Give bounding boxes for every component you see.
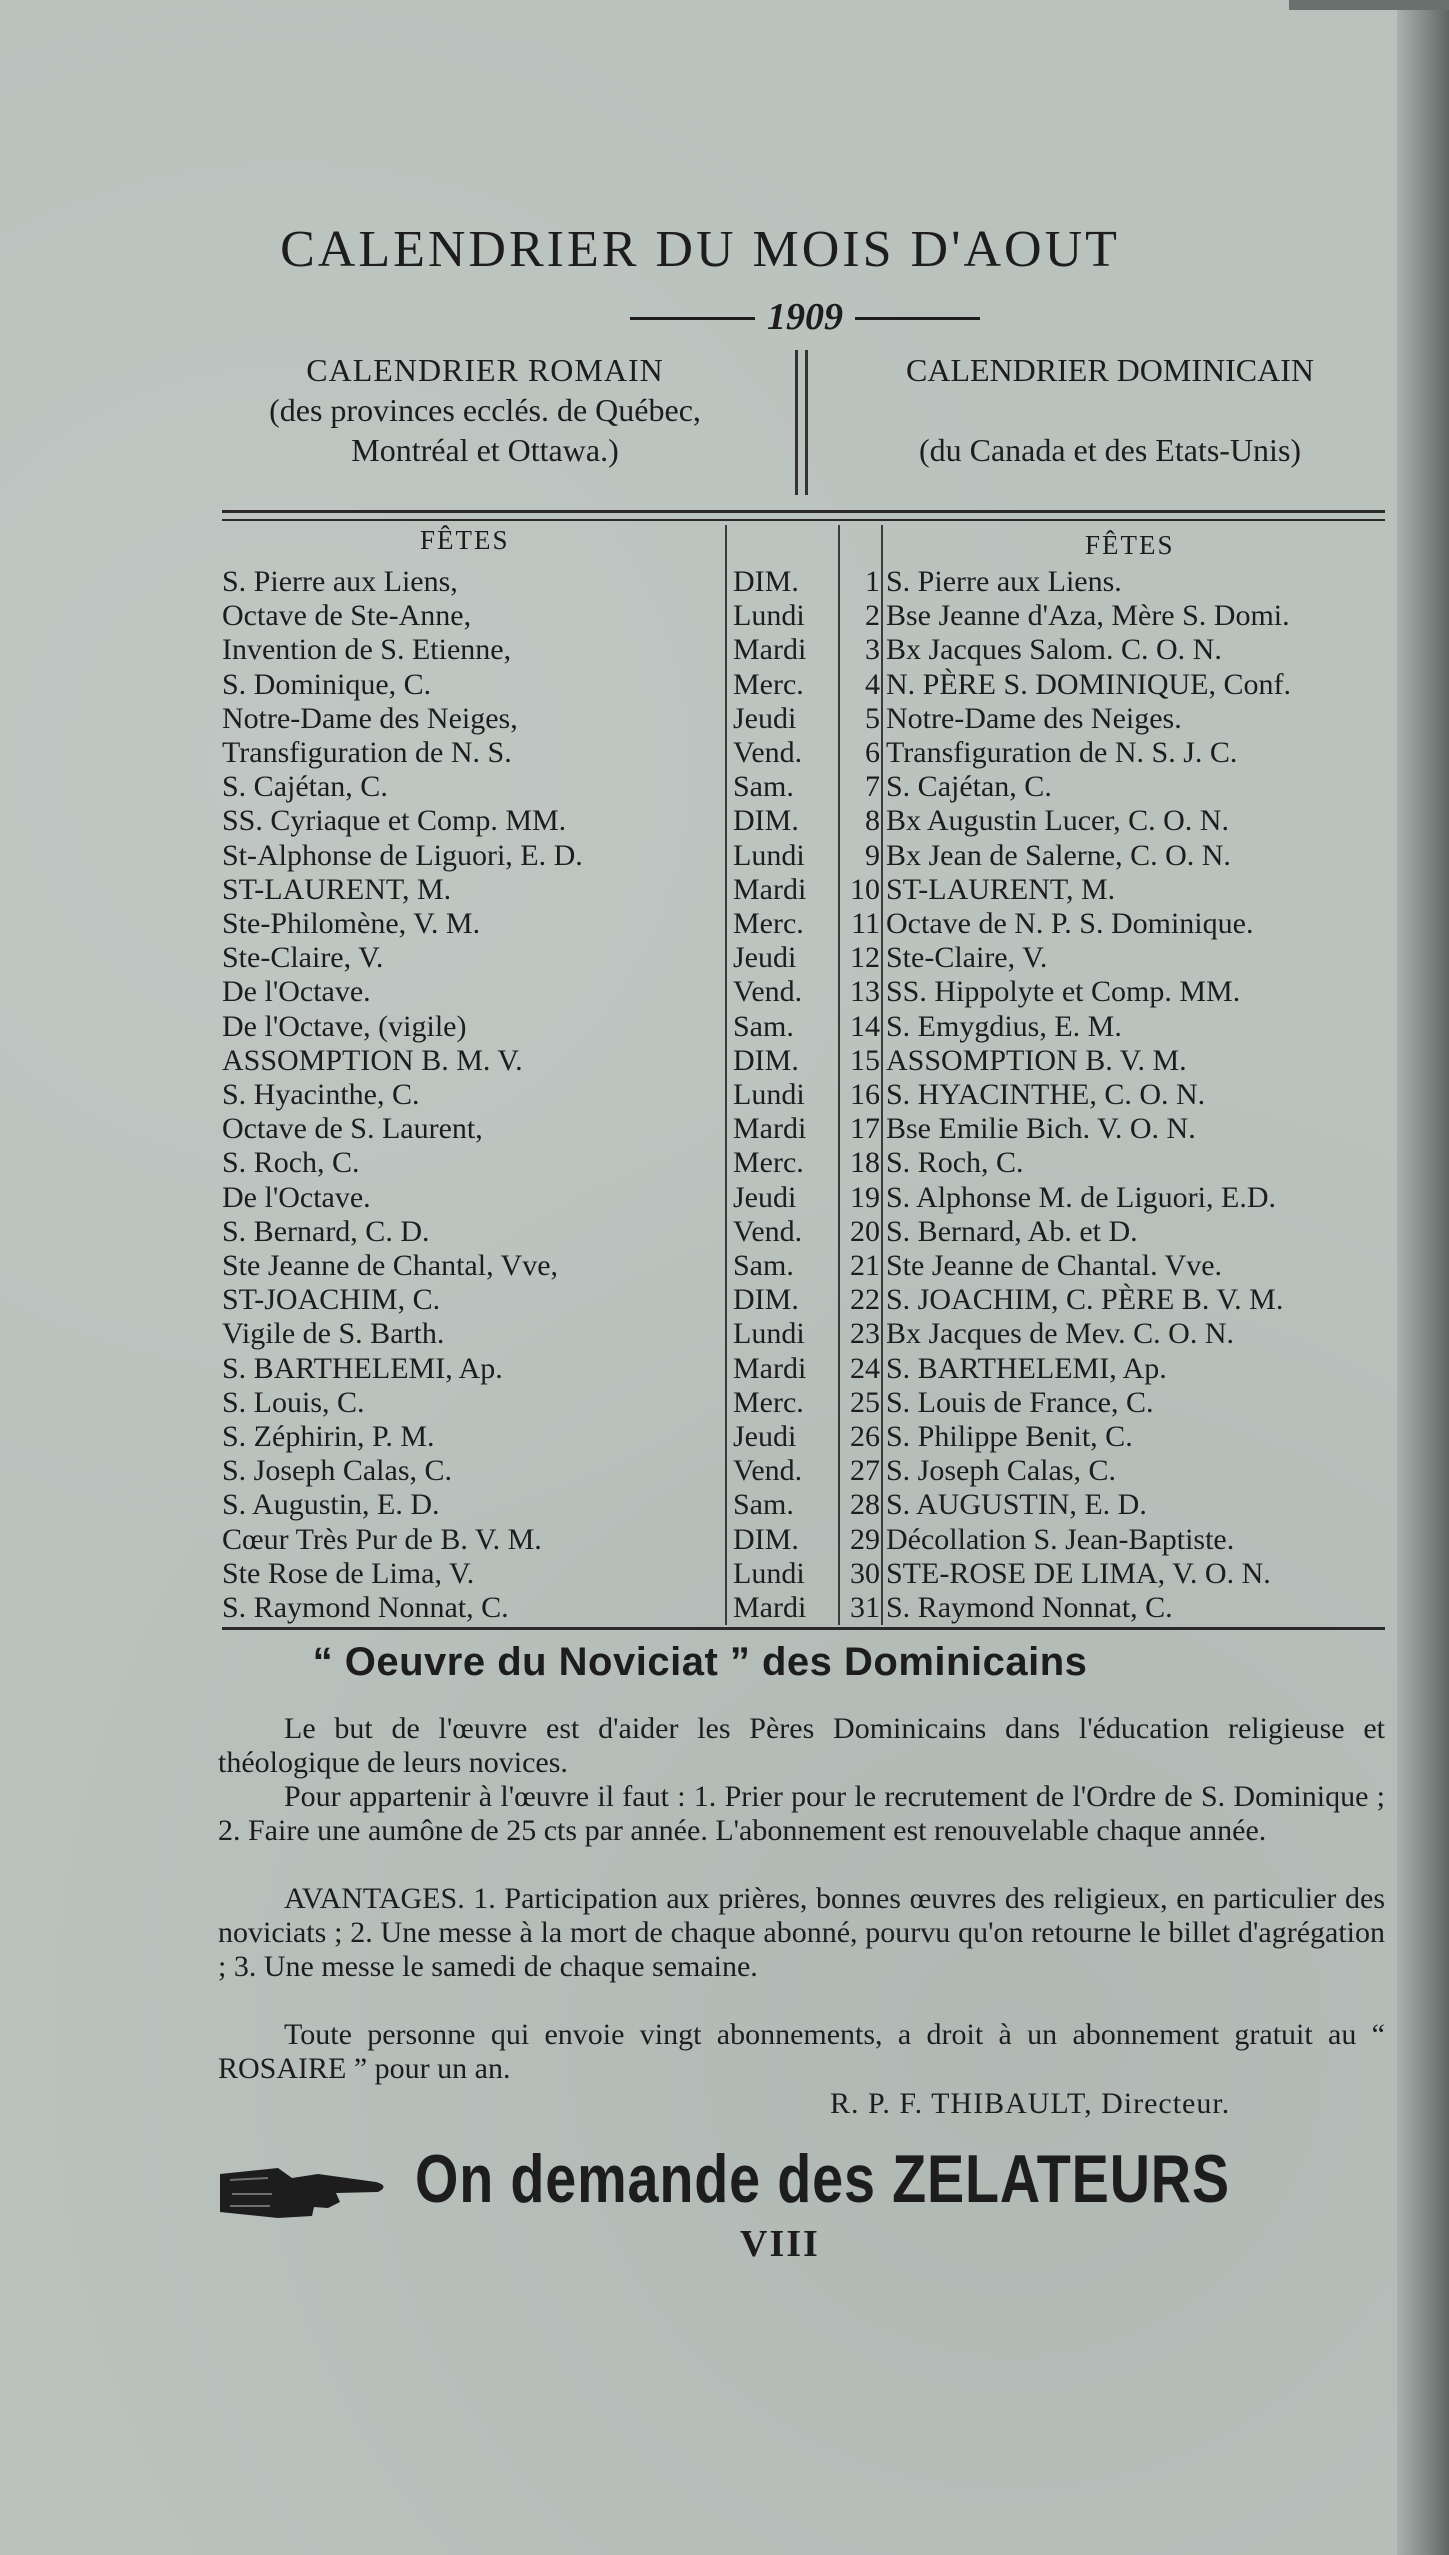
weekday: Mardi [733,872,807,906]
roman-feast: S. BARTHELEMI, Ap. [222,1351,503,1385]
dominican-feast: Octave de N. P. S. Dominique. [886,907,1254,940]
dominican-feast: S. Roch, C. [886,1146,1024,1180]
roman-feast: ST-JOACHIM, C. [222,1283,441,1317]
dominican-feast: S. HYACINTHE, C. O. N. [886,1078,1206,1111]
header-rule [222,510,1385,513]
paragraph-advantages: AVANTAGES. 1. Participation aux prières, bonnes œuvres des religieux, en particulier des noviciats ; 2. Une messe à la mort de chaque abonné, pourvu qu'on retourne le billet d'agrégation ; 3. Une messe le samedi de chaque semaine. [218,1882,1385,1983]
dominican-feast: Bx Jacques de Mev. C. O. N. [886,1317,1235,1351]
day-number: 6 [865,736,880,769]
roman-feast: De l'Octave, (vigile) [222,1009,467,1043]
year-dash-right [855,317,980,320]
dominican-calendar-title: CALENDRIER DOMINICAIN [906,352,1314,388]
roman-feast: SS. Cyriaque et Comp. MM. [222,804,567,838]
roman-feast: S. Augustin, E. D. [222,1488,440,1522]
dominican-feast: Notre-Dame des Neiges. [886,701,1182,735]
dominican-feast: S. Joseph Calas, C. [886,1454,1117,1488]
weekday: Jeudi [733,941,797,975]
table-row [0,1454,1449,1488]
table-row [0,941,1449,975]
weekday: Merc. [733,907,804,940]
roman-feast: ASSOMPTION B. M. V. [222,1043,523,1077]
day-number: 22 [850,1283,880,1317]
weekday: Sam. [733,770,794,804]
roman-calendar-title: CALENDRIER ROMAIN [306,352,664,388]
weekday: Vend. [733,736,803,769]
table-bottom-rule [222,1627,1385,1630]
weekday: DIM. [733,1522,799,1556]
table-row [0,975,1449,1009]
header-rule [222,519,1385,521]
table-row [0,873,1449,907]
day-number: 3 [865,633,880,667]
table-row [0,1317,1449,1351]
dominican-feast: SS. Hippolyte et Comp. MM. [886,975,1241,1009]
weekday: DIM. [733,804,799,838]
roman-feast: S. Raymond Nonnat, C. [222,1591,509,1624]
table-row [0,1044,1449,1078]
roman-calendar-header [200,350,770,470]
table-row [0,1112,1449,1146]
table-row [0,839,1449,873]
dominican-feast: S. Louis de France, C. [886,1385,1154,1419]
day-number: 15 [850,1043,880,1077]
day-number: 9 [865,838,880,872]
dominican-feast: S. Pierre aux Liens. [886,565,1122,598]
year-dash-left [630,317,755,320]
day-number: 31 [850,1591,880,1624]
header-divider [805,350,808,495]
day-number: 7 [865,770,880,804]
day-number: 19 [850,1180,880,1214]
dominican-feast: Bx Jacques Salom. C. O. N. [886,633,1222,667]
roman-feast: Octave de S. Laurent, [222,1112,483,1146]
weekday: Mardi [733,1591,807,1624]
table-row [0,668,1449,702]
table-row [0,1078,1449,1112]
dominican-feast: Bx Jean de Salerne, C. O. N. [886,838,1231,872]
roman-feast: S. Hyacinthe, C. [222,1078,420,1111]
oeuvre-title: “ Oeuvre du Noviciat ” des Dominicains [312,1640,1088,1684]
roman-feast: Ste Jeanne de Chantal, Vve, [222,1249,559,1282]
roman-feast: S. Cajétan, C. [222,770,388,804]
weekday: Sam. [733,1009,794,1043]
dominican-feast: STE-ROSE DE LIMA, V. O. N. [886,1556,1271,1590]
day-number: 20 [850,1214,880,1248]
dominican-feast: Ste Jeanne de Chantal. Vve. [886,1249,1223,1282]
day-number: 8 [865,804,880,838]
pointing-hand-icon [218,2160,393,2222]
roman-feast: S. Pierre aux Liens, [222,565,458,598]
page-number: VIII [740,2223,820,2265]
day-number: 28 [850,1488,880,1522]
weekday: Jeudi [733,1420,797,1453]
dominican-feast: ST-LAURENT, M. [886,872,1116,906]
weekday: Lundi [733,599,805,633]
year: 1909 [767,296,843,338]
table-row [0,633,1449,667]
dominican-feast: S. Raymond Nonnat, C. [886,1591,1173,1624]
day-number: 18 [850,1146,880,1180]
day-number: 24 [850,1351,880,1385]
dominican-feast: Bse Jeanne d'Aza, Mère S. Domi. [886,599,1290,633]
roman-feast: S. Joseph Calas, C. [222,1454,453,1488]
weekday: Mardi [733,633,807,667]
weekday: Lundi [733,838,805,872]
weekday: Sam. [733,1488,794,1522]
day-number: 1 [865,565,880,598]
day-number: 21 [850,1249,880,1282]
roman-feast: ST-LAURENT, M. [222,872,452,906]
signature: R. P. F. THIBAULT, Directeur. [830,2087,1231,2120]
page-top-edge [1289,0,1449,10]
dominican-feast: S. JOACHIM, C. PÈRE B. V. M. [886,1283,1284,1317]
dominican-feast: S. BARTHELEMI, Ap. [886,1351,1167,1385]
table-row [0,1010,1449,1044]
table-row [0,804,1449,838]
roman-feast: St-Alphonse de Liguori, E. D. [222,838,583,872]
roman-calendar-subtitle-2: Montréal et Ottawa.) [351,432,619,468]
page-title: CALENDRIER DU MOIS D'AOUT [280,221,1120,278]
roman-feast: Ste-Philomène, V. M. [222,907,481,940]
day-number: 4 [865,667,880,701]
roman-feast: S. Dominique, C. [222,667,432,701]
roman-feast: De l'Octave. [222,1180,371,1214]
table-row [0,907,1449,941]
table-row [0,1181,1449,1215]
day-number: 30 [850,1556,880,1590]
day-number: 23 [850,1317,880,1351]
weekday: Lundi [733,1078,805,1111]
table-row [0,1215,1449,1249]
table-row [0,1488,1449,1522]
table-row [0,1386,1449,1420]
table-row [0,1249,1449,1283]
weekday: Merc. [733,1146,804,1180]
table-row [0,770,1449,804]
dominican-feast: Bx Augustin Lucer, C. O. N. [886,804,1229,838]
table-row [0,1420,1449,1454]
dominican-feast: S. Cajétan, C. [886,770,1052,804]
dominican-feast: ASSOMPTION B. V. M. [886,1043,1187,1077]
paragraph-subscriptions: Toute personne qui envoie vingt abonnements, a droit à un abonnement gratuit au “ ROSAIRE ” pour un an. [218,2018,1385,2085]
day-number: 2 [865,599,880,633]
dominican-feast: Décollation S. Jean-Baptiste. [886,1522,1235,1556]
dominican-feast: Transfiguration de N. S. J. C. [886,736,1238,769]
table-row [0,702,1449,736]
day-number: 17 [850,1112,880,1146]
dominican-feast: S. Alphonse M. de Liguori, E.D. [886,1180,1276,1214]
weekday: DIM. [733,565,799,598]
table-row [0,599,1449,633]
weekday: Mardi [733,1112,807,1146]
weekday: Lundi [733,1556,805,1590]
header-divider [795,350,798,495]
weekday: Lundi [733,1317,805,1351]
day-number: 13 [850,975,880,1009]
weekday: Sam. [733,1249,794,1282]
roman-feast: Cœur Très Pur de B. V. M. [222,1522,542,1556]
roman-feast: Ste Rose de Lima, V. [222,1556,475,1590]
dominican-feast: S. Bernard, Ab. et D. [886,1214,1138,1248]
dominican-feast: N. PÈRE S. DOMINIQUE, Conf. [886,667,1291,701]
roman-calendar-subtitle-1: (des provinces ecclés. de Québec, [269,392,701,428]
table-row [0,1352,1449,1386]
day-number: 16 [850,1078,880,1111]
weekday: Merc. [733,1385,804,1419]
zelateurs-banner: On demande des ZELATEURS [415,2141,1230,2217]
dominican-calendar-header [830,350,1390,470]
roman-feast: Octave de Ste-Anne, [222,599,472,633]
fetes-label-left: FÊTES [420,525,510,555]
roman-feast: S. Bernard, C. D. [222,1214,430,1248]
day-number: 14 [850,1009,880,1043]
table-row [0,1283,1449,1317]
table-row [0,1591,1449,1625]
weekday: Vend. [733,975,803,1009]
day-number: 25 [850,1385,880,1419]
weekday: Merc. [733,667,804,701]
weekday: DIM. [733,1283,799,1317]
table-row [0,1146,1449,1180]
day-number: 10 [850,872,880,906]
paragraph-membership: Pour appartenir à l'œuvre il faut : 1. Prier pour le recrutement de l'Ordre de S. Dominique ; 2. Faire une aumône de 25 cts par année. L'abonnement est renouvelable chaque année. [218,1780,1385,1847]
dominican-feast: Bse Emilie Bich. V. O. N. [886,1112,1196,1146]
day-number: 11 [851,907,880,940]
fetes-label-right: FÊTES [1085,530,1175,560]
weekday: DIM. [733,1043,799,1077]
table-row [0,1523,1449,1557]
roman-feast: S. Roch, C. [222,1146,360,1180]
dominican-feast: Ste-Claire, V. [886,941,1048,975]
day-number: 26 [850,1420,880,1453]
weekday: Mardi [733,1351,807,1385]
weekday: Vend. [733,1214,803,1248]
table-row [0,565,1449,599]
paragraph-purpose: Le but de l'œuvre est d'aider les Pères Dominicains dans l'éducation religieuse et théologique de leurs novices. [218,1712,1385,1779]
roman-feast: S. Zéphirin, P. M. [222,1420,435,1453]
roman-feast: Transfiguration de N. S. [222,736,512,769]
day-number: 12 [850,941,880,975]
roman-feast: De l'Octave. [222,975,371,1009]
roman-feast: S. Louis, C. [222,1385,365,1419]
day-number: 29 [850,1522,880,1556]
table-row [0,736,1449,770]
roman-feast: Vigile de S. Barth. [222,1317,445,1351]
day-number: 5 [865,701,880,735]
dominican-calendar-subtitle: (du Canada et des Etats-Unis) [918,432,1302,468]
dominican-feast: S. Philippe Benit, C. [886,1420,1133,1453]
weekday: Jeudi [733,701,797,735]
weekday: Jeudi [733,1180,797,1214]
year-row [600,295,1000,345]
day-number: 27 [850,1454,880,1488]
dominican-feast: S. AUGUSTIN, E. D. [886,1488,1147,1522]
roman-feast: Notre-Dame des Neiges, [222,701,518,735]
dominican-feast: S. Emygdius, E. M. [886,1009,1122,1043]
table-row [0,1557,1449,1591]
weekday: Vend. [733,1454,803,1488]
roman-feast: Ste-Claire, V. [222,941,384,975]
roman-feast: Invention de S. Etienne, [222,633,512,667]
